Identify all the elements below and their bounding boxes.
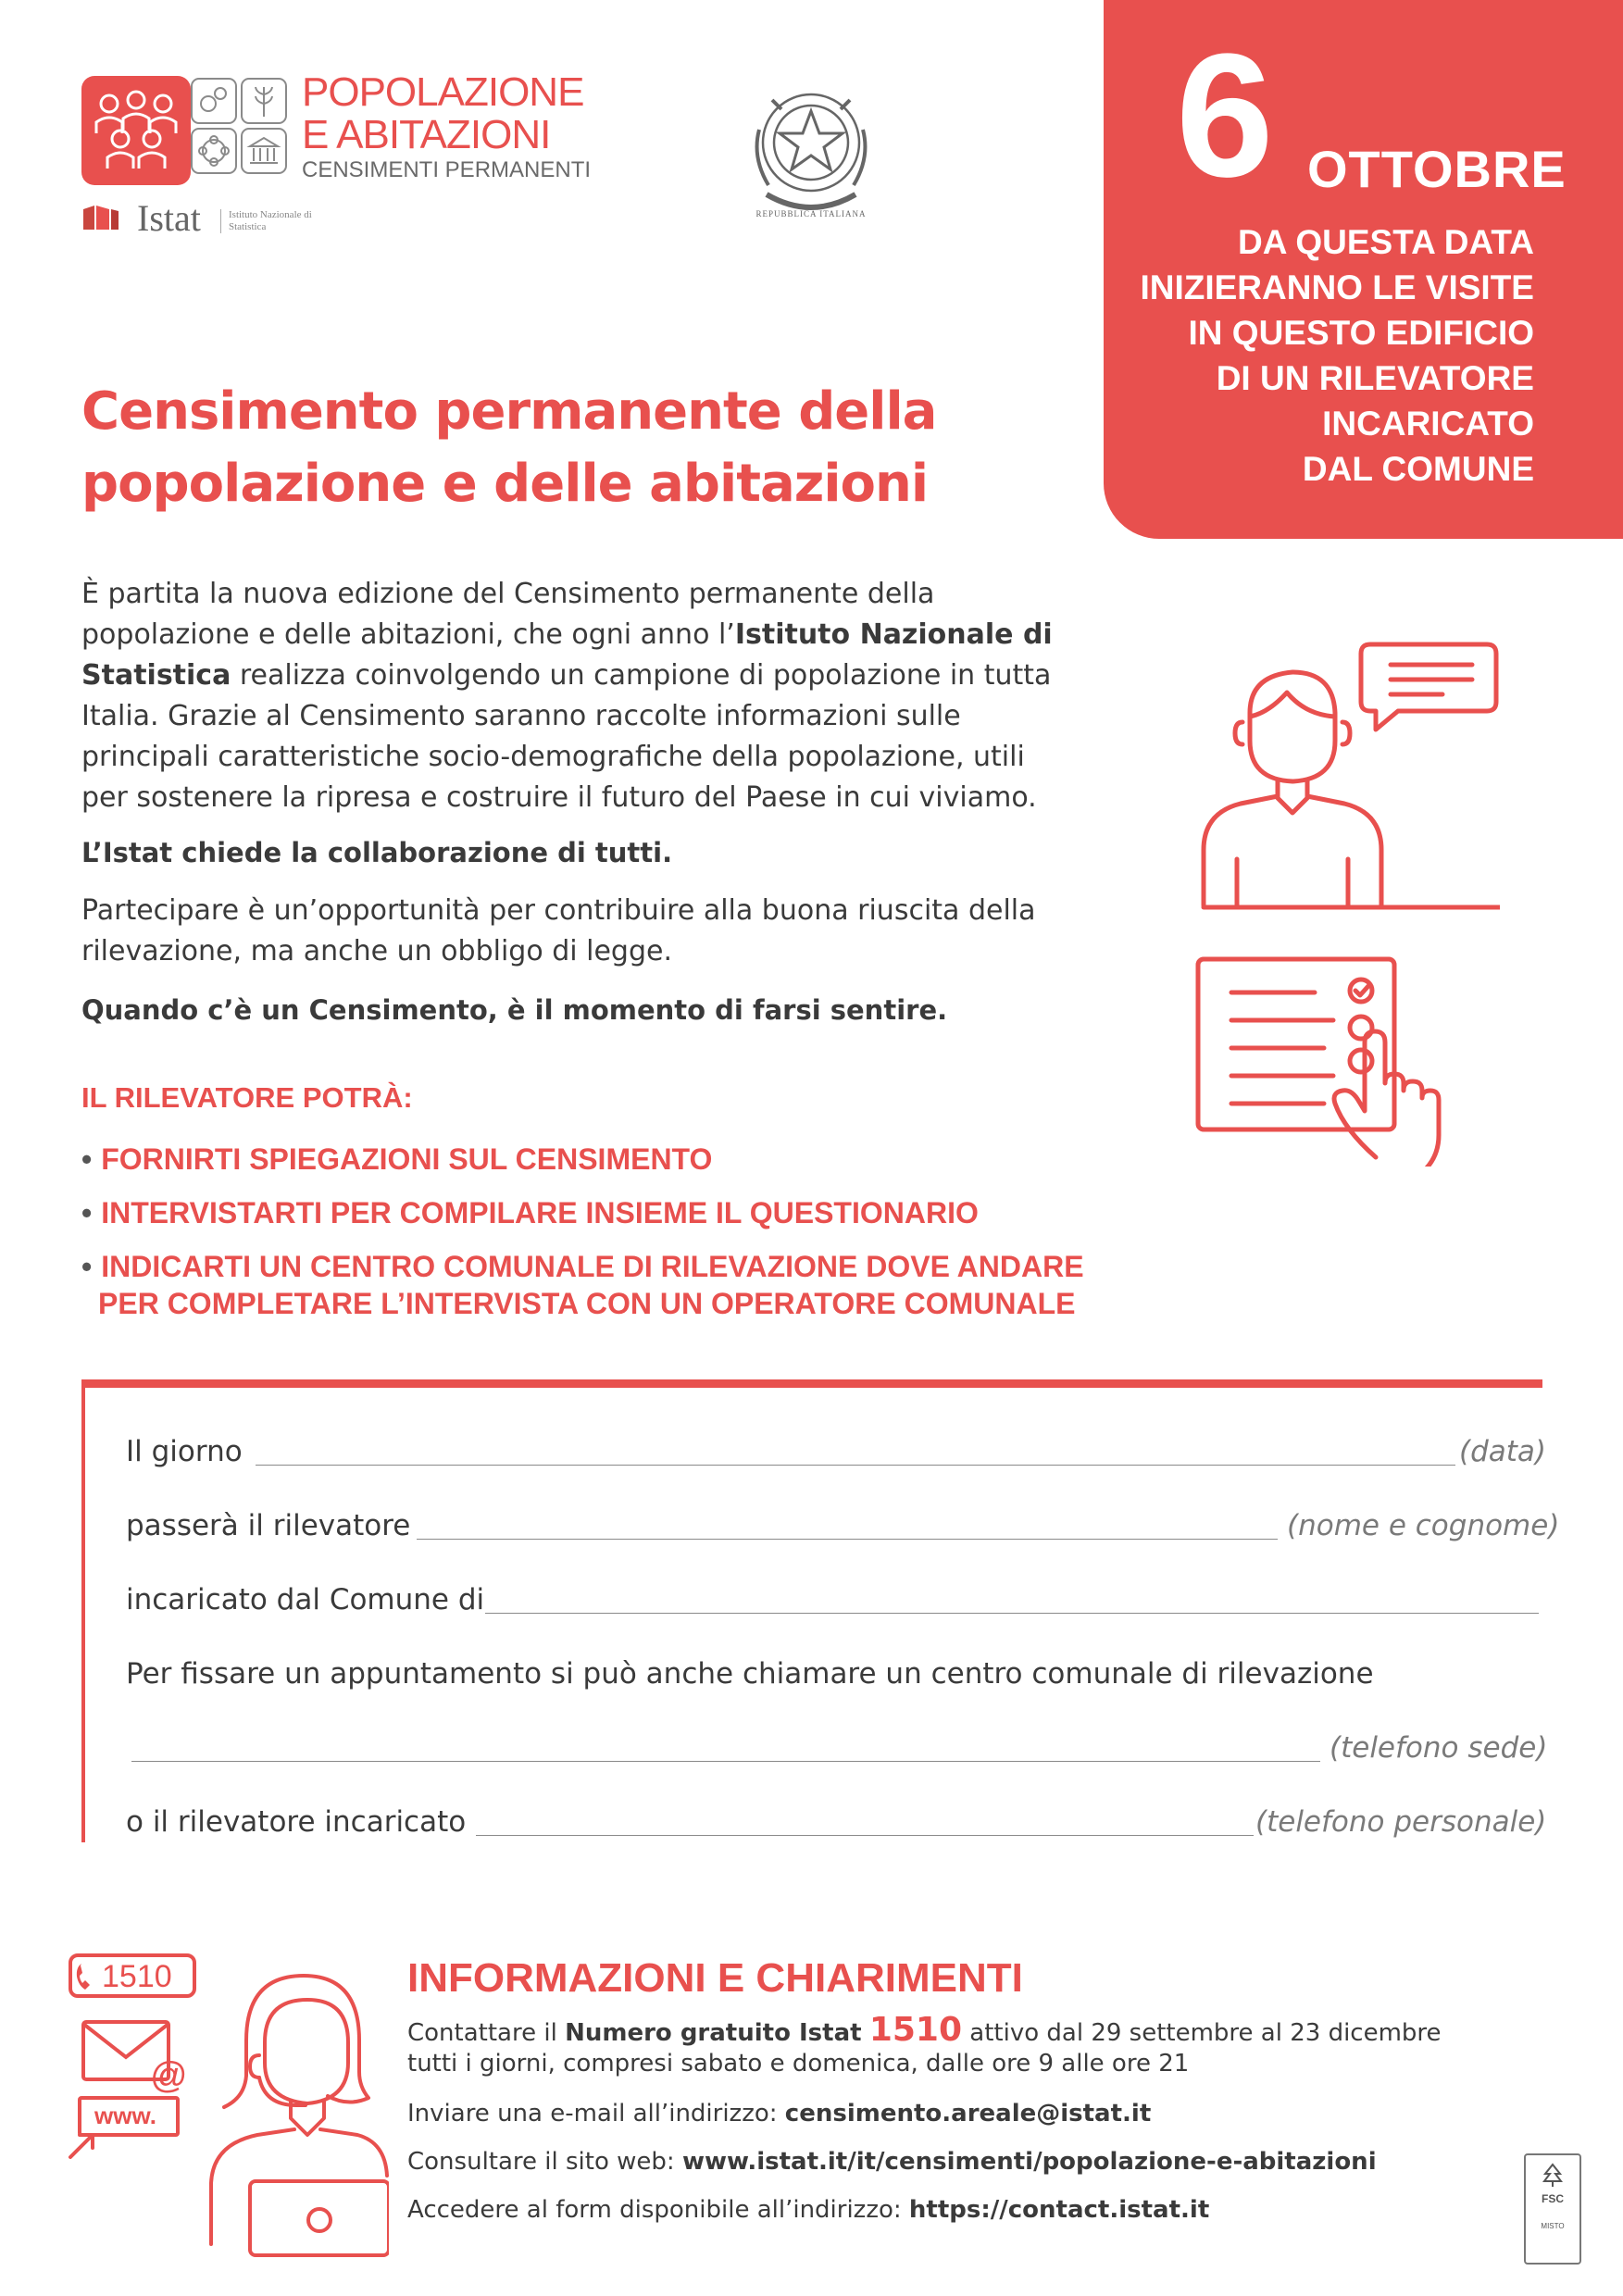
slogan-line: Quando c’è un Censimento, è il momento di farsi sentire. [81,994,948,1026]
phone-1510-badge: 1510 [69,1953,196,1998]
telefono-sede-hint: (telefono sede) [1330,1731,1548,1765]
rilevatore-name-field[interactable] [417,1539,1278,1540]
istat-subtitle: Istituto Nazionale di Statistica [220,209,317,233]
fsc-tree-icon [1539,2161,1567,2189]
participation-paragraph: Partecipare è un’opportunità per contribuire alla buona riuscita della rilevazione, ma anche un obbligo di legge. [81,894,1036,967]
info-line-email: Inviare una e-mail all’indirizzo: censimento.areale@istat.it [407,2100,1152,2128]
form-top-border [81,1379,1542,1388]
at-sign: @ [150,2055,188,2096]
call-center-operator-icon [194,1955,389,2261]
giorno-label: Il giorno [126,1435,243,1468]
datebox-line: DI UN RILEVATORE [1216,359,1534,397]
phone-icon [74,1961,98,1992]
rilevatore-item-continued: PER COMPLETARE L’INTERVISTA CON UN OPERATORE COMUNALE [98,1287,1076,1320]
brand-line3: CENSIMENTI PERMANENTI [302,157,592,182]
wheat-icon [241,78,287,124]
page-title-line2: popolazione e delle abitazioni [81,454,929,514]
cursor-arrow-icon [65,2126,111,2163]
datebox-line: IN QUESTO EDIFICIO [1188,314,1534,352]
appuntamento-text: Per fissare un appuntamento si può anche chiamare un centro comunale di rilevazione [126,1657,1374,1691]
datebox-line: INCARICATO [1322,405,1534,443]
emblem-caption: REPUBBLICA ITALIANA [755,209,867,218]
people-group-icon [81,76,191,185]
census-worker-icon [1194,637,1500,926]
giorno-field[interactable] [256,1465,1455,1466]
rilevatore-heading: IL RILEVATORE POTRÀ: [81,1081,413,1114]
comune-label: incaricato dal Comune di [126,1583,485,1616]
rilevatore-item: • INTERVISTARTI PER COMPILARE INSIEME IL QUESTIONARIO [81,1196,979,1229]
istat-wordmark: Istat [137,197,201,239]
rilevatore-item: • FORNIRTI SPIEGAZIONI SUL CENSIMENTO [81,1142,713,1176]
info-line-hours: tutti i giorni, compresi sabato e domenica, dalle ore 9 alle ore 21 [407,2050,1190,2078]
gears-icon [191,78,237,124]
date-day: 6 [1176,18,1274,214]
rilevatore-item: • INDICARTI UN CENTRO COMUNALE DI RILEVAZIONE DOVE ANDARE [81,1250,1084,1283]
collaboration-line: L’Istat chiede la collaborazione di tutti. [81,837,673,868]
contact-form-link[interactable]: https://contact.istat.it [908,2196,1210,2224]
incaricato-label: o il rilevatore incaricato [126,1805,467,1839]
cycle-icon [191,128,237,174]
fsc-label: FSC MISTO [1524,2153,1581,2265]
comune-field[interactable] [485,1613,1539,1614]
page-title-line1: Censimento permanente della [81,381,937,442]
italian-republic-emblem [741,74,881,220]
info-line-phone: Contattare il Numero gratuito Istat 1510 attivo dal 29 settembre al 23 dicembre [407,2011,1442,2049]
telefono-personale-hint: (telefono personale) [1255,1805,1547,1839]
date-box [1104,0,1623,539]
telefono-sede-field[interactable] [131,1761,1320,1762]
info-line-website: Consultare il sito web: www.istat.it/it/censimenti/popolazione-e-abitazioni [407,2148,1377,2176]
istat-logo-icon [81,202,120,231]
brand-line2: E ABITAZIONI [302,112,551,157]
giorno-hint: (data) [1459,1435,1547,1468]
date-month: OTTOBRE [1307,140,1567,198]
telefono-personale-field[interactable] [476,1835,1254,1836]
census-logo-tile [81,76,191,185]
info-line-form: Accedere al form disponibile all’indirizzo: https://contact.istat.it [407,2196,1210,2224]
datebox-line: INIZIERANNO LE VISITE [1140,268,1534,306]
questionnaire-icon [1194,954,1454,1167]
brand-line1: POPOLAZIONE [302,69,584,115]
rilevatore-hint: (nome e cognome) [1287,1509,1560,1542]
datebox-line: DA QUESTA DATA [1238,223,1534,261]
form-left-border [81,1379,85,1842]
rilevatore-label: passerà il rilevatore [126,1509,411,1542]
email-link[interactable]: censimento.areale@istat.it [784,2100,1152,2128]
institution-icon [241,128,287,174]
website-link[interactable]: www.istat.it/it/censimenti/popolazione-e-abitazioni [681,2148,1377,2176]
info-heading: INFORMAZIONI E CHIARIMENTI [407,1955,1023,2001]
intro-paragraph: È partita la nuova edizione del Censimento permanente della popolazione e delle abitazioni, che ogni anno l’Istituto Nazionale di Statistica realizza coinvolgendo un campione di popolazione in tutta Italia. Grazie al Censimento saranno raccolte informazioni sulle principali caratteristiche socio-demografiche della popolazione, utili per sostenere la ripresa e costruire il futuro del Paese in cui viviamo. [81,578,1053,814]
datebox-line: DAL COMUNE [1302,450,1534,488]
www-box: www. [78,2096,180,2137]
